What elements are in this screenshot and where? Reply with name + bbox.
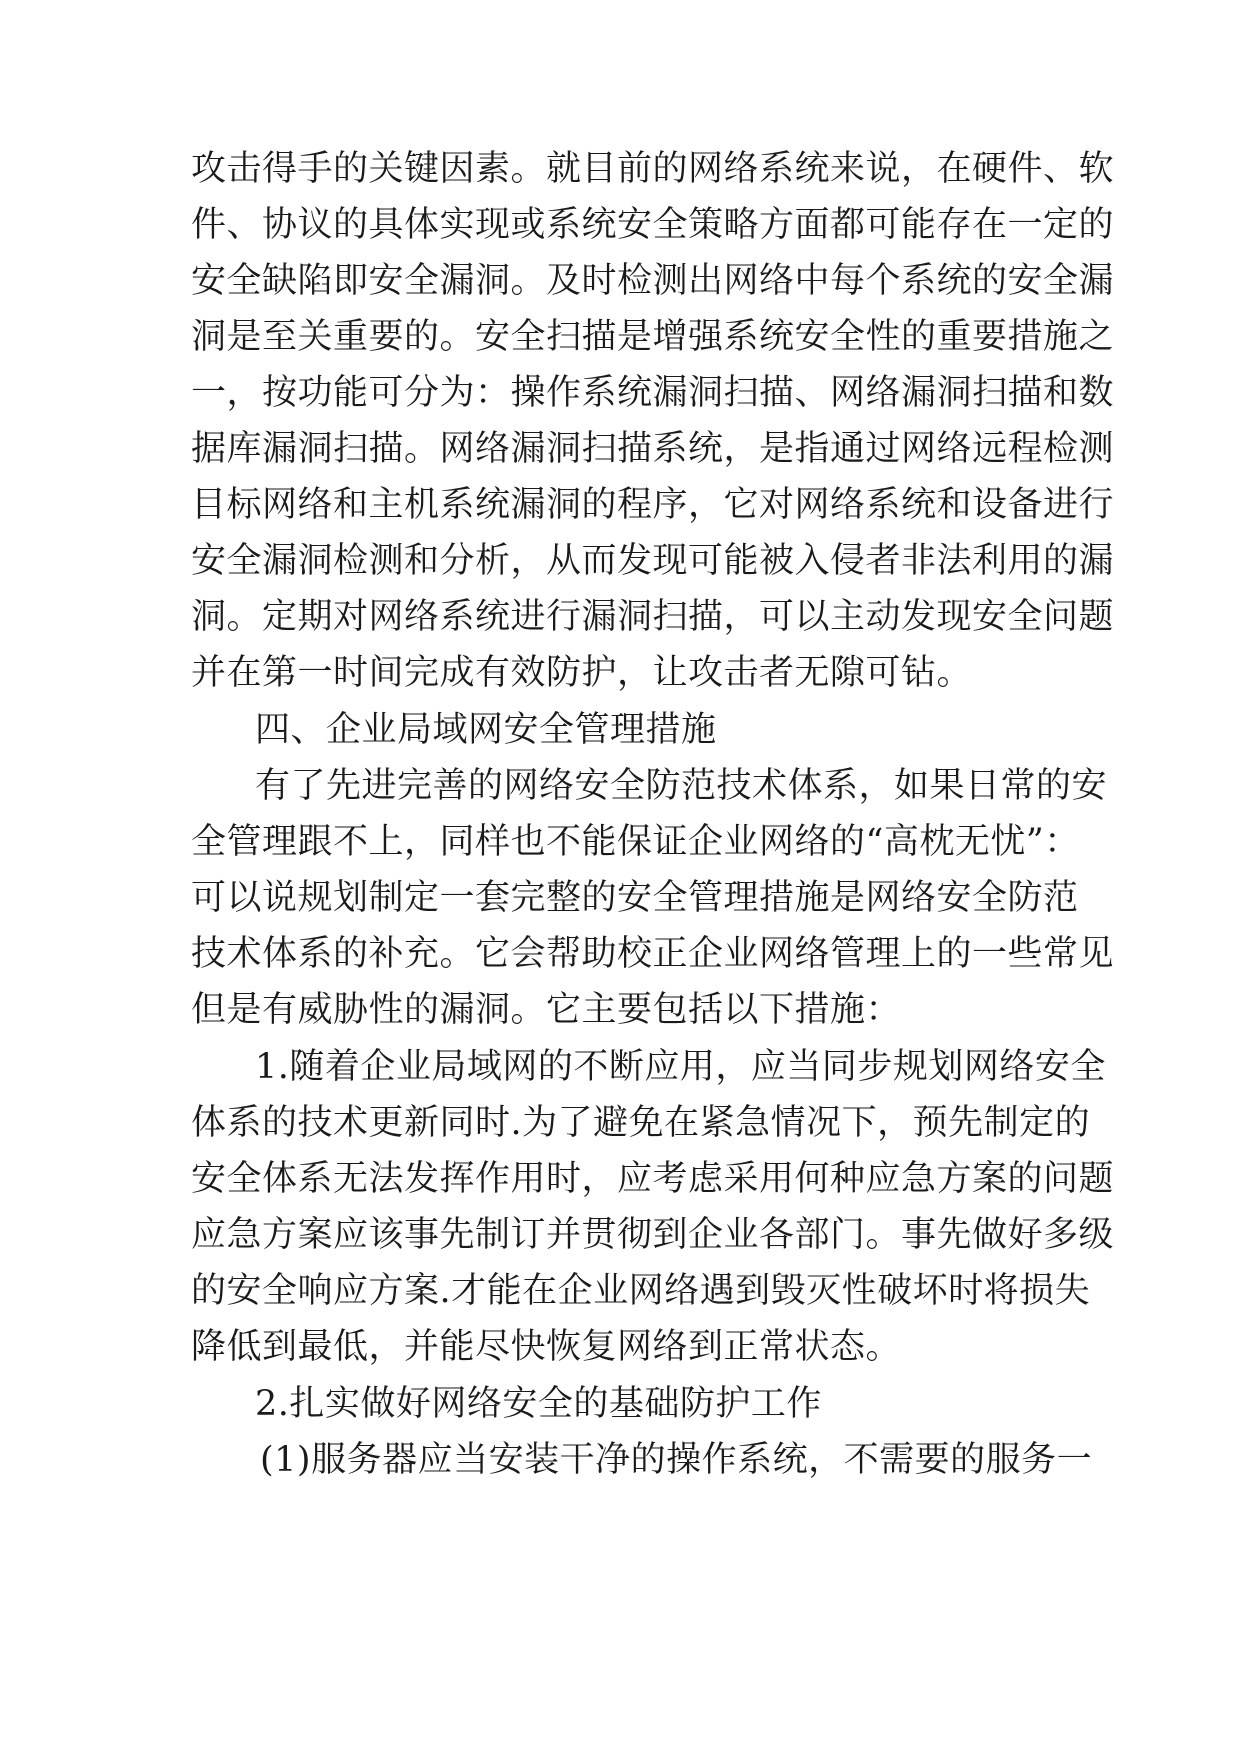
text-line-14: 可以说规划制定一套完整的安全管理措施是网络安全防范 [191,878,1079,918]
subsection-heading: 2.扎实做好网络安全的基础防护工作 [255,1384,822,1424]
text-line-22: 降低到最低，并能尽快恢复网络到正常状态。 [191,1327,902,1367]
text-line-4: 洞是至关重要的。安全扫描是增强系统安全性的重要措施之 [191,317,1115,357]
text-line-19: 安全体系无法发挥作用时，应考虑采用何种应急方案的问题 [191,1159,1115,1199]
text-line-21: 的安全响应方案.才能在企业网络遇到毁灭性破坏时将损失 [191,1271,1091,1311]
text-line-13: 全管理跟不上，同样也不能保证企业网络的“高枕无忧”： [191,822,1080,862]
text-line-8: 安全漏洞检测和分析，从而发现可能被入侵者非法利用的漏 [191,541,1115,581]
text-line-16: 但是有威胁性的漏洞。它主要包括以下措施： [191,990,902,1030]
text-line-1: 攻击得手的关键因素。就目前的网络系统来说，在硬件、软 [191,149,1115,189]
text-line-17: 1.随着企业局域网的不断应用，应当同步规划网络安全 [255,1047,1106,1087]
text-line-10: 并在第一时间完成有效防护，让攻击者无隙可钻。 [191,653,973,693]
text-line-3: 安全缺陷即安全漏洞。及时检测出网络中每个系统的安全漏 [191,261,1115,301]
text-line-6: 据库漏洞扫描。网络漏洞扫描系统，是指通过网络远程检测 [191,429,1115,469]
text-line-15: 技术体系的补充。它会帮助校正企业网络管理上的一些常见 [191,934,1115,974]
text-line-18: 体系的技术更新同时.为了避免在紧急情况下，预先制定的 [191,1103,1091,1143]
text-line-24: (1)服务器应当安装干净的操作系统，不需要的服务一 [260,1440,1093,1480]
text-line-12: 有了先进完善的网络安全防范技术体系，如果日常的安 [255,766,1108,806]
section-heading: 四、企业局域网安全管理措施 [255,710,717,750]
text-line-9: 洞。定期对网络系统进行漏洞扫描，可以主动发现安全问题 [191,597,1115,637]
text-line-2: 件、协议的具体实现或系统安全策略方面都可能存在一定的 [191,205,1115,245]
text-line-20: 应急方案应该事先制订并贯彻到企业各部门。事先做好多级 [191,1215,1115,1255]
text-line-5: 一，按功能可分为：操作系统漏洞扫描、网络漏洞扫描和数 [191,373,1115,413]
text-line-7: 目标网络和主机系统漏洞的程序，它对网络系统和设备进行 [191,485,1115,525]
